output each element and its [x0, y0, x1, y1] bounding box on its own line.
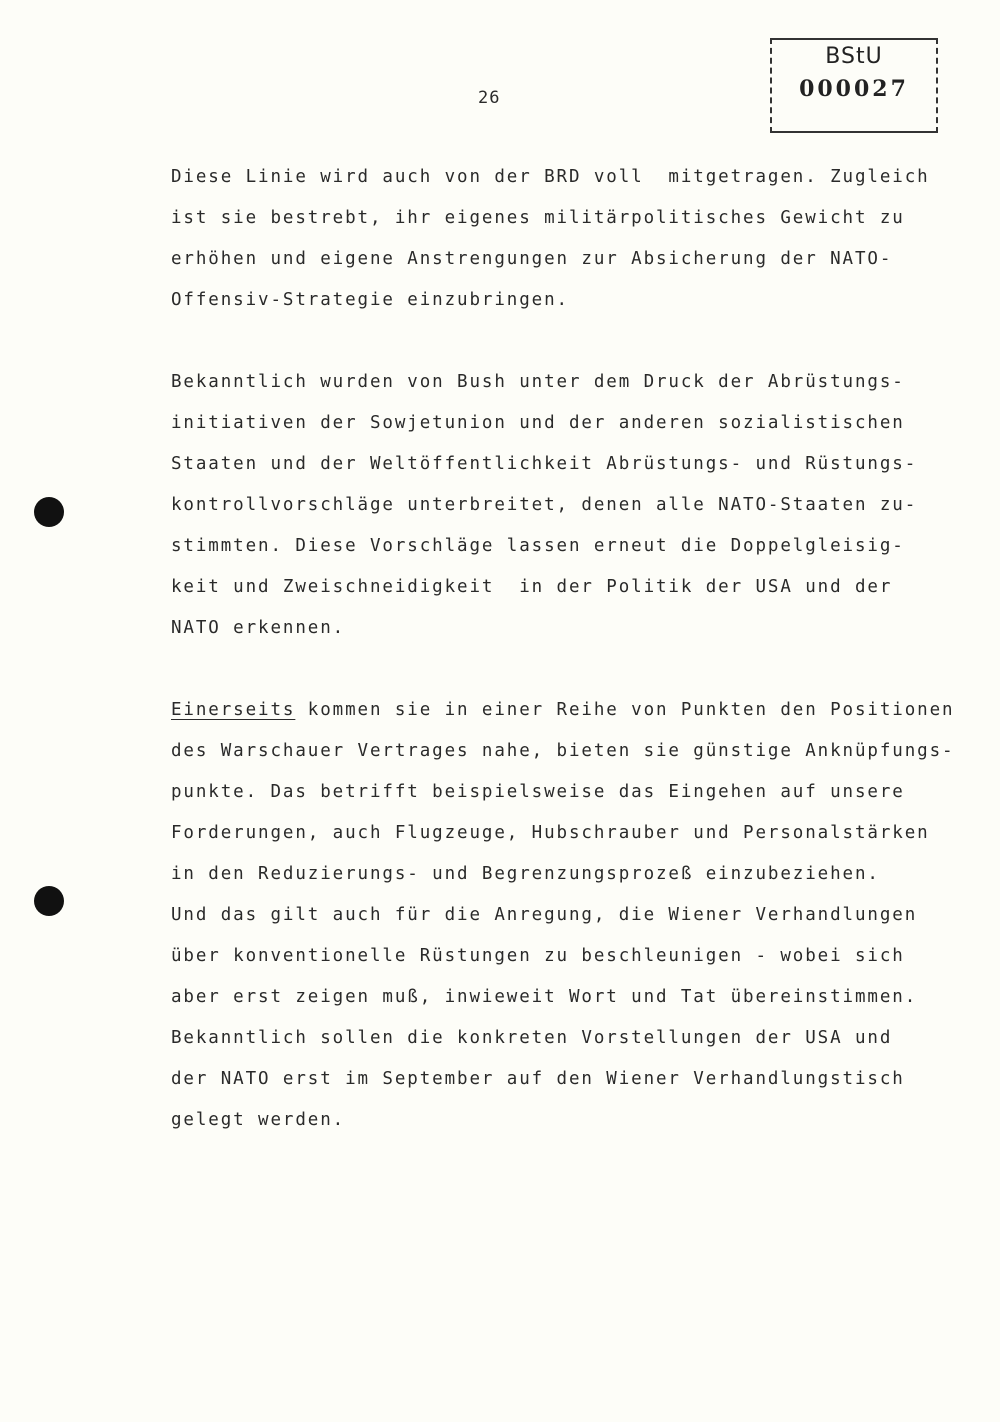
text-line: ist sie bestrebt, ihr eigenes militärpolitisches Gewicht zu	[171, 208, 905, 228]
stamp-number: 000027	[799, 76, 909, 102]
text-line: kontrollvorschläge unterbreitet, denen alle NATO-Staaten zu-	[171, 495, 918, 515]
punch-hole-upper	[34, 497, 64, 527]
text-line: des Warschauer Vertrages nahe, bieten sie günstige Anknüpfungs-	[171, 741, 955, 761]
stamp-label: BStU	[825, 44, 883, 69]
text-line: erhöhen und eigene Anstrengungen zur Absicherung der NATO-	[171, 249, 893, 269]
underlined-word: Einerseits	[171, 700, 296, 720]
text-line: NATO erkennen.	[171, 618, 346, 638]
text-line: Bekanntlich wurden von Bush unter dem Druck der Abrüstungs-	[171, 372, 905, 392]
page-number: 26	[478, 88, 501, 108]
paragraph-2	[171, 371, 951, 658]
archive-stamp	[770, 38, 938, 133]
text-line: Und das gilt auch für die Anregung, die Wiener Verhandlungen	[171, 905, 918, 925]
text-line: keit und Zweischneidigkeit in der Politik der USA und der	[171, 577, 893, 597]
paragraph-1	[171, 166, 951, 330]
paragraph-3	[171, 699, 955, 1150]
text-line: initiativen der Sowjetunion und der anderen sozialistischen	[171, 413, 905, 433]
text-line: punkte. Das betrifft beispielsweise das Eingehen auf unsere	[171, 782, 905, 802]
text-fragment: kommen sie in einer Reihe von Punkten den Positionen	[295, 700, 955, 720]
text-line: in den Reduzierungs- und Begrenzungsprozeß einzubeziehen.	[171, 864, 880, 884]
text-line	[171, 699, 955, 740]
text-line: Staaten und der Weltöffentlichkeit Abrüstungs- und Rüstungs-	[171, 454, 918, 474]
text-line: gelegt werden.	[171, 1110, 346, 1130]
text-line: Offensiv-Strategie einzubringen.	[171, 290, 569, 310]
text-line: der NATO erst im September auf den Wiener Verhandlungstisch	[171, 1069, 905, 1089]
text-line: Bekanntlich sollen die konkreten Vorstellungen der USA und	[171, 1028, 893, 1048]
text-line: Diese Linie wird auch von der BRD voll mitgetragen. Zugleich	[171, 167, 930, 187]
text-line: Forderungen, auch Flugzeuge, Hubschrauber und Personalstärken	[171, 823, 930, 843]
text-line: über konventionelle Rüstungen zu beschleunigen - wobei sich	[171, 946, 905, 966]
text-line: aber erst zeigen muß, inwieweit Wort und Tat übereinstimmen.	[171, 987, 918, 1007]
punch-hole-lower	[34, 886, 64, 916]
text-line: stimmten. Diese Vorschläge lassen erneut die Doppelgleisig-	[171, 536, 905, 556]
